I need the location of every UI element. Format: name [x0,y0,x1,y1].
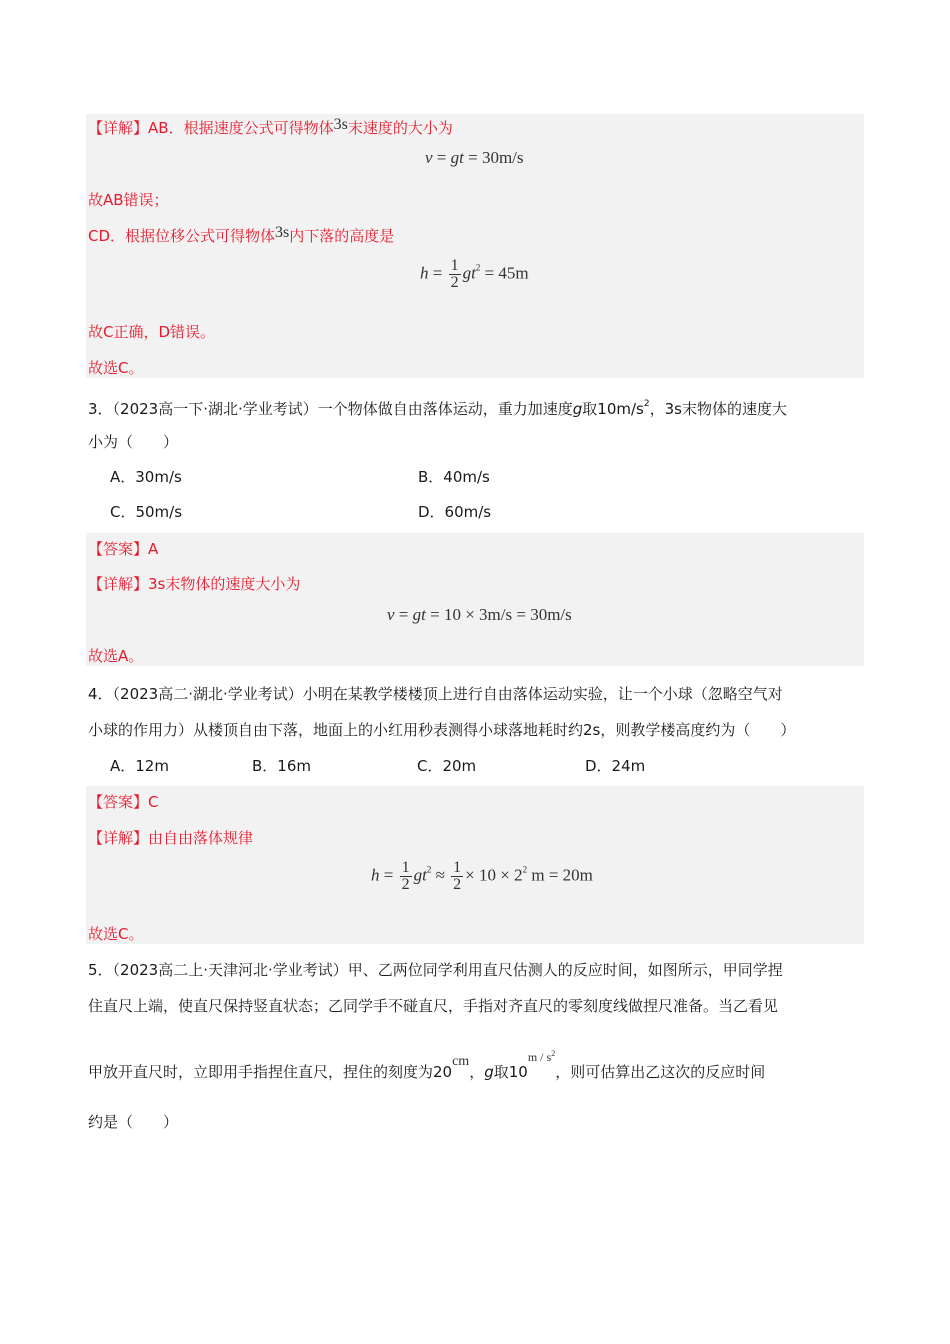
formula-velocity-q3: v = gt = 10 × 3m/s = 30m/s [387,605,572,624]
solution-detail-line: 【详解】AB．根据速度公式可得物体3s末速度的大小为 [88,116,453,137]
inline-math: 3s [275,224,290,241]
solution-conclusion: 故选C。 [88,925,144,943]
question-5-stem-cont: 住直尺上端，使直尺保持竖直状态；乙同学手不碰直尺，手指对齐直尺的零刻度线做捏尺准备。当乙看见 [88,997,779,1015]
solution-line: CD．根据位移公式可得物体3s内下落的高度是 [88,224,395,245]
option-c: C．50m/s [110,503,183,521]
answer-line: 【答案】A [88,540,159,558]
question-5-stem: 5．（2023高二上·天津河北·学业考试）甲、乙两位同学利用直尺估测人的反应时间，如图所示，甲同学捏 [88,961,783,979]
option-a: A．12m [110,757,169,775]
fraction: $\frac{1}{2}$ [453,859,462,893]
question-4-stem-cont: 小球的作用力）从楼顶自由下落，地面上的小红用秒表测得小球落地耗时约2s，则教学楼高度约为（ ） [88,721,796,739]
formula-velocity: v = gt = 30m/s [425,148,524,167]
unit-acceleration: m / s2 [527,1049,556,1064]
fraction: $\frac{1}{2}$ [450,257,459,291]
solution-conclusion: 故选C。 [88,359,144,377]
question-3-stem: 3．（2023高一下·湖北·学业考试）一个物体做自由落体运动，重力加速度g取$10m/s^2$，3s末物体的速度大 [88,399,787,418]
detail-line: 【详解】由自由落体规律 [88,829,254,847]
fraction: $\frac{1}{2}$ [401,859,410,893]
option-d: D．60m/s [418,503,492,521]
unit-cm: cm [452,1054,470,1069]
solution-line: 故AB错误； [88,191,169,209]
question-5-stem-cont: 约是（ ） [88,1113,179,1131]
answer-line: 【答案】C [88,793,159,811]
option-d: D．24m [585,757,646,775]
option-c: C．20m [417,757,477,775]
solution-block-q3 [86,533,864,666]
question-3-stem-cont: 小为（ ） [88,433,179,451]
detail-tag: 【详解】 [88,119,149,137]
inline-math: 3s [333,116,348,133]
formula-height: h = $\frac{1}{2}$ $gt^2 = 45m$ [420,257,529,291]
question-4-stem: 4．（2023高二·湖北·学业考试）小明在某教学楼楼顶上进行自由落体运动实验，让一个小球（忽略空气对 [88,685,783,703]
option-b: B．16m [252,757,311,775]
solution-line: 故C正确，D错误。 [88,323,216,341]
option-b: B．40m/s [418,468,490,486]
formula-height-q4: h = $\frac{1}{2}$ $gt^2$ ≈ $\frac{1}{2}$ × $10 \times 2^2$ m = 20m [371,859,593,893]
solution-conclusion: 故选A。 [88,647,144,665]
option-a: A．30m/s [110,468,182,486]
question-5-stem-cont: 甲放开直尺时，立即用手指捏住直尺，捏住的刻度为20cm，g取$10^{m / s^2}$，则可估算出乙这次的反应时间 [88,1049,766,1081]
detail-line: 【详解】3s末物体的速度大小为 [88,575,301,593]
